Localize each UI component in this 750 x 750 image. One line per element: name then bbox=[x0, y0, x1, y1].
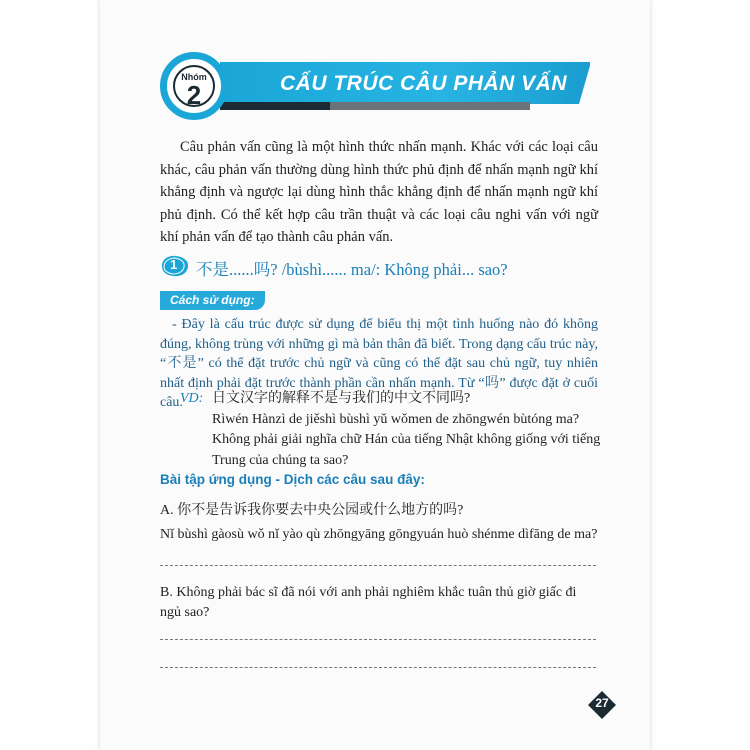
usage-tag: Cách sử dụng: bbox=[160, 291, 265, 310]
group-badge bbox=[160, 52, 228, 120]
banner-underline-grey bbox=[330, 102, 530, 110]
group-label: Nhóm bbox=[181, 72, 207, 82]
intro-text: Câu phản vấn cũng là một hình thức nhấn mạnh. Khác với các loại câu khác, câu phản vấn thường dùng hình thức phủ định để nhấn mạnh ngữ khí khẳng định và ngược lại dùng hình thắc khẳng định để nhấn mạnh ngữ khí phủ định. Có thể kết hợp câu trần thuật và các loại câu nghi vấn với ngữ khí phản vấn để tạo thành câu phản vấn. bbox=[160, 139, 598, 245]
example-vietnamese: Không phải giải nghĩa chữ Hán của tiếng Nhật không giống với tiếng Trung của chúng ta sao? bbox=[212, 432, 601, 468]
exercise-title: Bài tập ứng dụng - Dịch các câu sau đây: bbox=[160, 472, 425, 487]
answer-line-b1 bbox=[160, 639, 596, 640]
example-label: VD: bbox=[180, 391, 204, 406]
usage-text: - Đây là cấu trúc được sử dụng để biểu thị một tình huống nào đó không đúng, không trùng với những gì mà bản thân đã biết. Trong dạng cấu trúc này, “不是” có thể đặt trước chủ ngữ và cũng có thể đặt sau chủ ngữ, tuy nhiên nhất định phải đặt trước thành phần cần nhấn mạnh. Từ “吗” được đặt ở cuối câu. bbox=[160, 317, 598, 410]
banner-tail bbox=[579, 62, 591, 104]
section-title: 不是......吗? /bùshì...... ma/: Không phải... sao? bbox=[196, 260, 508, 279]
group-badge-inner bbox=[173, 65, 215, 110]
exercise-b-text: B. Không phải bác sĩ đã nói với anh phải nghiêm khắc tuân thủ giờ giấc đi ngủ sao? bbox=[160, 585, 577, 620]
intro-paragraph bbox=[160, 136, 598, 249]
example-lines bbox=[212, 389, 602, 471]
group-number: 2 bbox=[186, 80, 202, 110]
exercise-a-chinese: A. 你不是告诉我你要去中央公园或什么地方的吗? bbox=[160, 503, 464, 518]
answer-line-a bbox=[160, 565, 596, 566]
section-number: 1 bbox=[170, 257, 178, 272]
exercise-a-pinyin: Nǐ bùshì gàosù wǒ nǐ yào qù zhōngyāng gōngyuán huò shénme dìfāng de ma? bbox=[160, 527, 598, 542]
answer-line-b2 bbox=[160, 667, 596, 668]
example-pinyin: Rìwén Hànzì de jiěshì bùshì yǔ wǒmen de zhōngwén bùtóng ma? bbox=[212, 411, 580, 427]
page-number: 27 bbox=[595, 696, 609, 710]
example-chinese: 日文汉字的解释不是与我们的中文不同吗? bbox=[212, 391, 471, 406]
chapter-title: CẤU TRÚC CÂU PHẢN VẤN bbox=[280, 72, 567, 95]
banner-underline-dark bbox=[220, 102, 330, 110]
